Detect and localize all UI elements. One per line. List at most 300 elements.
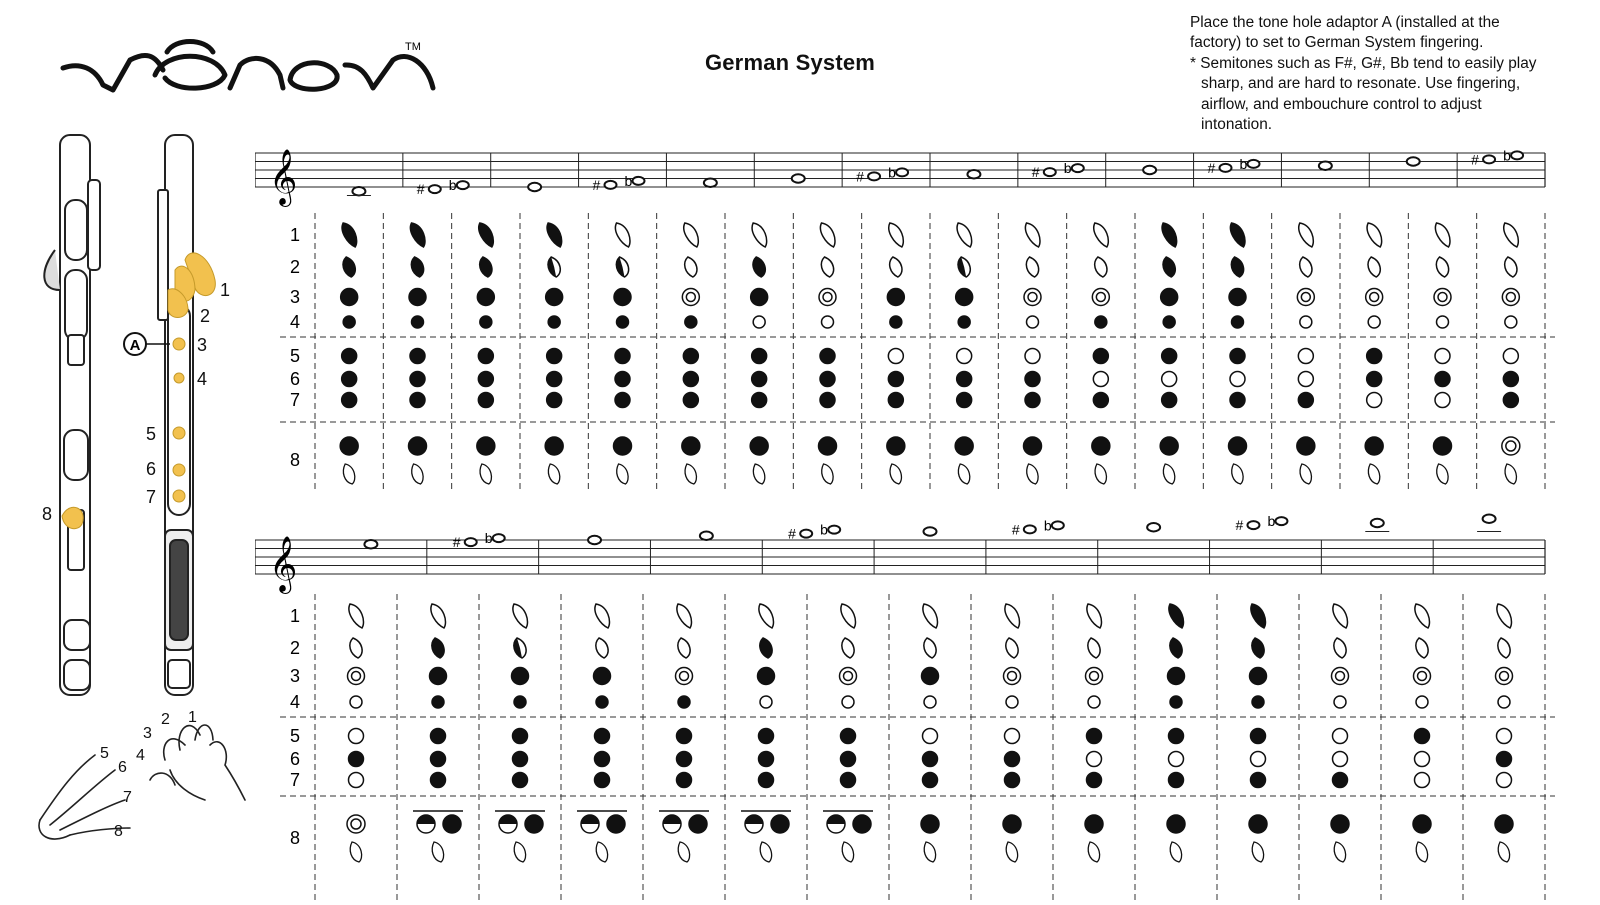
- hole-label: 5: [146, 424, 157, 444]
- closed-hole: [1087, 773, 1102, 788]
- open-key: [957, 223, 972, 247]
- accidental-sharp: #: [452, 534, 461, 551]
- open-key: [1367, 223, 1382, 247]
- open-key: [1368, 257, 1380, 277]
- logo-v: [63, 55, 163, 90]
- staff-note: [1471, 147, 1523, 167]
- open-key: [1005, 604, 1020, 628]
- staff-note: [924, 527, 937, 535]
- thumb-key: [1498, 842, 1509, 862]
- thumb-key: [617, 464, 628, 484]
- open-key: [924, 638, 936, 658]
- closed-hole: [1503, 372, 1518, 387]
- staff-note: [1319, 162, 1332, 170]
- closed-hole: [1497, 752, 1512, 767]
- accidental-sharp: #: [1207, 159, 1216, 176]
- logo-va: [345, 56, 433, 88]
- closed-hole: [1495, 815, 1513, 833]
- open-hole: [1006, 696, 1018, 708]
- closed-hole: [615, 372, 630, 387]
- open-hole: [1298, 372, 1313, 387]
- thumb-key: [753, 464, 764, 484]
- closed-hole: [752, 393, 767, 408]
- row-label: 6: [289, 369, 301, 389]
- open-key: [752, 223, 767, 247]
- closed-hole: [1167, 815, 1185, 833]
- fingering-column: [545, 223, 563, 484]
- hole-label: 6: [146, 459, 157, 479]
- thumb-key: [1368, 464, 1379, 484]
- closed-hole: [1250, 668, 1267, 685]
- open-hole: [1368, 316, 1380, 328]
- closed-hole: [596, 696, 608, 708]
- closed-hole: [1415, 729, 1430, 744]
- closed-hole: [343, 316, 355, 328]
- closed-hole: [547, 393, 562, 408]
- closed-hole: [890, 316, 902, 328]
- closed-hole: [853, 815, 871, 833]
- closed-hole: [547, 372, 562, 387]
- hands-diagram: [30, 710, 270, 900]
- open-key: [595, 604, 610, 628]
- accidental-flat: b: [1267, 513, 1276, 530]
- note-line: airflow, and embouchure control to adjust: [1201, 95, 1482, 113]
- closed-hole: [409, 437, 427, 455]
- open-hole: [1169, 752, 1184, 767]
- open-hole: [842, 696, 854, 708]
- closed-hole: [1003, 815, 1021, 833]
- open-key: [1025, 223, 1040, 247]
- fingering-column: [1365, 223, 1383, 484]
- fingering-column: [1024, 223, 1042, 484]
- closed-hole: [480, 316, 492, 328]
- open-hole: [888, 349, 903, 364]
- closed-key: [479, 223, 494, 247]
- row-label: 5: [289, 346, 301, 366]
- staff-note: [1365, 519, 1389, 532]
- row-label: 1: [289, 225, 301, 245]
- closed-hole: [683, 349, 698, 364]
- accidental-flat: b: [888, 164, 896, 181]
- closed-hole: [513, 752, 528, 767]
- thumb-key: [1334, 842, 1345, 862]
- closed-key: [760, 638, 772, 658]
- fingering-column: [750, 223, 768, 484]
- accidental-sharp: #: [856, 168, 864, 185]
- closed-hole: [349, 752, 364, 767]
- accidental-sharp: #: [416, 181, 425, 198]
- open-hole: [1298, 349, 1313, 364]
- closed-hole: [412, 316, 424, 328]
- closed-hole: [820, 349, 835, 364]
- fingering-column: [1085, 604, 1103, 862]
- fingering-column: [1229, 223, 1247, 484]
- closed-hole: [956, 289, 973, 306]
- thumb-key: [1088, 842, 1099, 862]
- thumb-key: [480, 464, 491, 484]
- closed-hole: [514, 696, 526, 708]
- closed-hole: [1297, 437, 1315, 455]
- thumb-key: [412, 464, 423, 484]
- closed-hole: [1169, 773, 1184, 788]
- accidental-flat: b: [448, 177, 457, 194]
- open-hole: [1251, 752, 1266, 767]
- row-label: 3: [289, 287, 301, 307]
- finger-label: 5: [100, 745, 109, 762]
- fingering-column: [887, 223, 905, 484]
- closed-hole: [1249, 815, 1267, 833]
- open-hole: [1162, 372, 1177, 387]
- page-title: German System: [704, 50, 876, 75]
- closed-key: [1252, 638, 1264, 658]
- note-line: Place the tone hole adaptor A (installed at the: [1190, 14, 1500, 31]
- closed-hole: [340, 437, 358, 455]
- open-key: [759, 604, 774, 628]
- closed-hole: [1503, 393, 1518, 408]
- thumb-key: [924, 842, 935, 862]
- fingering-column: [1502, 223, 1520, 484]
- closed-hole: [1298, 393, 1313, 408]
- open-key: [1334, 638, 1346, 658]
- staff-note: [967, 170, 980, 178]
- accidental-flat: b: [820, 521, 828, 538]
- closed-hole: [525, 815, 543, 833]
- closed-key: [1163, 257, 1175, 277]
- open-hole: [1367, 393, 1382, 408]
- closed-key: [480, 257, 492, 277]
- closed-hole: [1160, 437, 1178, 455]
- fingering-column: [921, 604, 939, 862]
- open-hole: [1497, 773, 1512, 788]
- closed-hole: [410, 349, 425, 364]
- thumb-key: [1006, 842, 1017, 862]
- closed-hole: [1162, 349, 1177, 364]
- closed-hole: [342, 372, 357, 387]
- open-hole: [349, 773, 364, 788]
- closed-hole: [607, 815, 625, 833]
- closed-key: [1231, 257, 1243, 277]
- fingering-column: [1092, 223, 1110, 484]
- open-hole: [1333, 729, 1348, 744]
- closed-hole: [1005, 752, 1020, 767]
- accidental-flat: b: [1063, 160, 1072, 177]
- closed-hole: [921, 815, 939, 833]
- open-hole: [350, 696, 362, 708]
- staff-note: [1147, 523, 1160, 531]
- closed-hole: [752, 372, 767, 387]
- closed-hole: [1085, 815, 1103, 833]
- logo-n: [230, 58, 283, 88]
- finger-label: 1: [188, 710, 197, 726]
- open-hole: [923, 729, 938, 744]
- closed-key: [432, 638, 444, 658]
- thumb-key: [1252, 842, 1263, 862]
- finger-label: 8: [114, 823, 123, 840]
- accidental-sharp: #: [1471, 151, 1479, 168]
- row-label: 6: [289, 749, 301, 769]
- staff-note: [1012, 517, 1064, 537]
- staff-note: [364, 540, 377, 548]
- closed-hole: [685, 316, 697, 328]
- open-hole: [1415, 773, 1430, 788]
- thumb-key: [842, 842, 853, 862]
- accidental-flat: b: [484, 530, 493, 547]
- closed-hole: [1093, 349, 1108, 364]
- open-hole: [1435, 393, 1450, 408]
- closed-hole: [1435, 372, 1450, 387]
- open-hole: [1005, 729, 1020, 744]
- closed-hole: [595, 729, 610, 744]
- closed-hole: [677, 752, 692, 767]
- closed-key: [410, 223, 425, 247]
- row-label: 2: [289, 257, 301, 277]
- adaptor-label: A: [129, 337, 141, 354]
- open-key: [685, 257, 697, 277]
- thumb-key: [432, 842, 443, 862]
- closed-hole: [957, 372, 972, 387]
- open-hole: [1503, 349, 1518, 364]
- fingering-column: [413, 604, 463, 862]
- closed-hole: [1024, 437, 1042, 455]
- closed-hole: [443, 815, 461, 833]
- open-key: [350, 638, 362, 658]
- accidental-flat: b: [1503, 147, 1511, 164]
- staff-note: [1477, 515, 1501, 532]
- staff-note: [856, 164, 908, 184]
- open-hole: [822, 316, 834, 328]
- closed-hole: [512, 668, 529, 685]
- open-key: [513, 604, 528, 628]
- closed-hole: [819, 437, 837, 455]
- closed-key: [547, 223, 562, 247]
- instruction-note: [1190, 13, 1595, 135]
- closed-hole: [1163, 316, 1175, 328]
- finger-label: 6: [118, 759, 127, 776]
- open-key: [820, 223, 835, 247]
- row-label: 5: [289, 726, 301, 746]
- fingering-column: [1413, 604, 1431, 862]
- hole-label: 8: [42, 504, 53, 524]
- closed-hole: [341, 289, 358, 306]
- open-key: [1415, 604, 1430, 628]
- closed-hole: [759, 729, 774, 744]
- thumb-key: [1300, 464, 1311, 484]
- fingering-column: [614, 223, 632, 484]
- closed-hole: [1331, 815, 1349, 833]
- open-key: [1497, 604, 1512, 628]
- thumb-key: [1437, 464, 1448, 484]
- closed-hole: [1092, 437, 1110, 455]
- open-key: [1333, 604, 1348, 628]
- closed-hole: [841, 752, 856, 767]
- accidental-sharp: #: [1235, 517, 1244, 534]
- closed-hole: [478, 393, 493, 408]
- closed-hole: [1169, 729, 1184, 744]
- open-key: [1026, 257, 1038, 277]
- staff-note: [347, 187, 371, 195]
- closed-hole: [759, 773, 774, 788]
- open-key: [1505, 257, 1517, 277]
- open-hole: [1333, 752, 1348, 767]
- staff-note: [1235, 513, 1287, 533]
- closed-hole: [1161, 289, 1178, 306]
- thumb-key: [760, 842, 771, 862]
- row-label: 3: [289, 666, 301, 686]
- closed-hole: [958, 316, 970, 328]
- treble-clef: 𝄞: [269, 538, 298, 591]
- open-hole: [1230, 372, 1245, 387]
- fingering-column: [823, 604, 873, 862]
- closed-hole: [546, 289, 563, 306]
- closed-hole: [1367, 372, 1382, 387]
- closed-hole: [432, 696, 444, 708]
- closed-hole: [1413, 815, 1431, 833]
- closed-hole: [477, 437, 495, 455]
- fingering-column: [1297, 223, 1315, 484]
- closed-hole: [1252, 696, 1264, 708]
- open-key: [1436, 257, 1448, 277]
- thumb-key: [514, 842, 525, 862]
- fingering-column: [477, 223, 495, 484]
- hole-label: 3: [197, 335, 208, 355]
- closed-hole: [545, 437, 563, 455]
- closed-hole: [1093, 393, 1108, 408]
- open-key: [1087, 604, 1102, 628]
- staff-note: [588, 536, 601, 544]
- open-key: [1300, 257, 1312, 277]
- closed-key: [753, 257, 765, 277]
- note-line: factory) to set to German System fingering.: [1190, 34, 1484, 52]
- row-label: 7: [289, 390, 301, 410]
- closed-hole: [1230, 393, 1245, 408]
- closed-hole: [888, 372, 903, 387]
- fingering-column: [1249, 604, 1267, 862]
- closed-hole: [431, 729, 446, 744]
- staff-note: [792, 174, 805, 182]
- row-label: 8: [289, 828, 301, 848]
- closed-hole: [513, 729, 528, 744]
- open-key: [431, 604, 446, 628]
- closed-hole: [955, 437, 973, 455]
- staff-note: [528, 183, 541, 191]
- open-key: [678, 638, 690, 658]
- closed-hole: [478, 372, 493, 387]
- open-key: [1094, 223, 1109, 247]
- staff-note: [1143, 166, 1156, 174]
- thumb-key: [596, 842, 607, 862]
- trademark: TM: [405, 41, 421, 53]
- open-key: [890, 257, 902, 277]
- closed-hole: [1434, 437, 1452, 455]
- row-label: 7: [289, 770, 301, 790]
- fingering-column: [577, 604, 627, 862]
- closed-hole: [410, 372, 425, 387]
- open-hole: [1505, 316, 1517, 328]
- closed-hole: [342, 349, 357, 364]
- closed-hole: [771, 815, 789, 833]
- staff-note: [704, 179, 717, 187]
- closed-hole: [595, 752, 610, 767]
- closed-hole: [617, 316, 629, 328]
- open-key: [821, 257, 833, 277]
- accidental-flat: b: [624, 172, 633, 189]
- closed-hole: [677, 729, 692, 744]
- closed-key: [1230, 223, 1245, 247]
- closed-hole: [1095, 316, 1107, 328]
- open-hole: [1497, 729, 1512, 744]
- open-hole: [1498, 696, 1510, 708]
- closed-hole: [888, 393, 903, 408]
- row-label: 8: [289, 450, 301, 470]
- accidental-flat: b: [1043, 517, 1052, 534]
- hole-label: 1: [220, 280, 231, 300]
- row-label: 2: [289, 638, 301, 658]
- fingering-column: [340, 223, 358, 484]
- staff-note: [700, 532, 713, 540]
- open-hole: [753, 316, 765, 328]
- accidental-sharp: #: [1011, 521, 1020, 538]
- closed-hole: [841, 729, 856, 744]
- note-line: intonation.: [1201, 116, 1273, 134]
- open-key: [842, 638, 854, 658]
- closed-hole: [922, 668, 939, 685]
- closed-hole: [478, 349, 493, 364]
- open-key: [1435, 223, 1450, 247]
- thumb-key: [1505, 464, 1516, 484]
- fingering-column: [1434, 223, 1452, 484]
- closed-hole: [1025, 393, 1040, 408]
- closed-hole: [682, 437, 700, 455]
- closed-hole: [615, 349, 630, 364]
- open-key: [1299, 223, 1314, 247]
- open-hole: [1300, 316, 1312, 328]
- fingering-column: [741, 604, 791, 862]
- thumb-key: [1416, 842, 1427, 862]
- closed-hole: [678, 696, 690, 708]
- fingering-column: [1495, 604, 1513, 862]
- fingering-column: [409, 223, 427, 484]
- open-key: [841, 604, 856, 628]
- open-key: [889, 223, 904, 247]
- fingering-column: [1160, 223, 1178, 484]
- open-hole: [1088, 696, 1100, 708]
- closed-hole: [689, 815, 707, 833]
- accidental-sharp: #: [1031, 164, 1040, 181]
- closed-hole: [1365, 437, 1383, 455]
- closed-hole: [594, 668, 611, 685]
- fingering-column: [1167, 604, 1185, 862]
- staff-note: [788, 522, 840, 542]
- thumb-key: [1163, 464, 1174, 484]
- accidental-sharp: #: [788, 525, 796, 542]
- open-key: [596, 638, 608, 658]
- closed-hole: [1367, 349, 1382, 364]
- open-hole: [1025, 349, 1040, 364]
- fingering-column: [495, 604, 545, 862]
- instrument-diagram: [0, 120, 260, 720]
- open-hole: [760, 696, 772, 708]
- hole-label: 2: [200, 306, 211, 326]
- thumb-key: [678, 842, 689, 862]
- closed-hole: [614, 437, 632, 455]
- note-line: sharp, and are hard to resonate. Use fingering,: [1201, 75, 1521, 93]
- open-key: [1095, 257, 1107, 277]
- closed-hole: [841, 773, 856, 788]
- closed-key: [342, 223, 357, 247]
- closed-key: [1162, 223, 1177, 247]
- closed-hole: [1025, 372, 1040, 387]
- closed-hole: [820, 393, 835, 408]
